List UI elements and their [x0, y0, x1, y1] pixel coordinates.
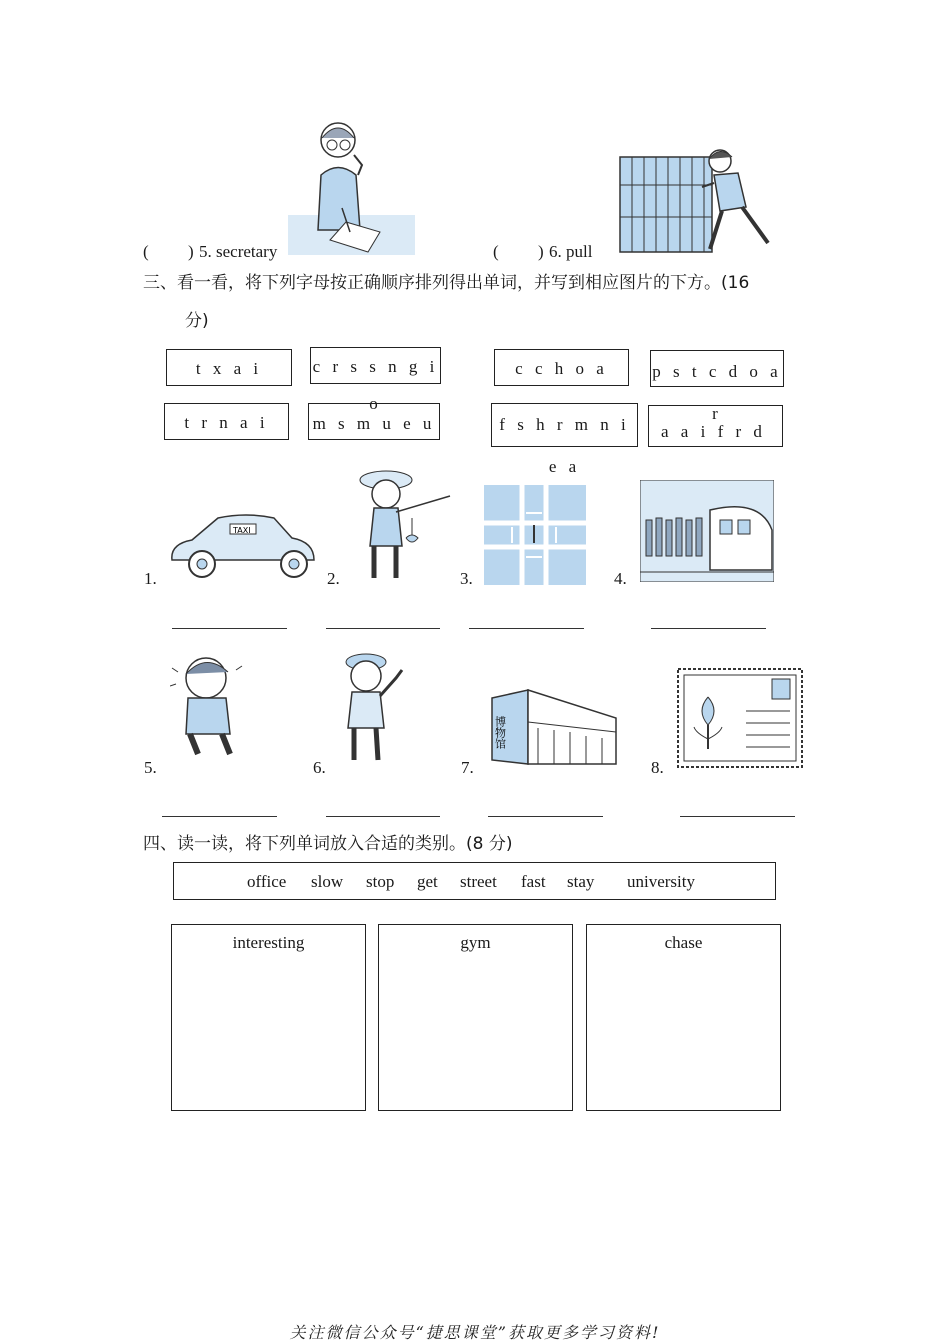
answer-line[interactable] [172, 628, 287, 629]
train-icon [640, 480, 774, 582]
word-bank-word: slow [311, 872, 344, 891]
picture-number: 1. [144, 569, 157, 588]
museum-sign: 博物馆 [493, 716, 507, 749]
answer-line[interactable] [162, 816, 277, 817]
category-box-gym[interactable] [378, 924, 573, 1111]
taxi-icon [166, 508, 318, 580]
picture-number: 4. [614, 569, 627, 588]
postcard-icon [676, 667, 804, 769]
answer-line[interactable] [680, 816, 795, 817]
category-box-chase[interactable] [586, 924, 781, 1111]
section-4-title: 四、读一读，将下列单词放入合适的类别。(8 分) [143, 834, 513, 854]
answer-line[interactable] [326, 816, 440, 817]
answer-line[interactable] [651, 628, 766, 629]
letter-box: a a i f r d [648, 405, 783, 447]
word-bank-word: university [627, 872, 695, 891]
afraid-boy-icon [170, 650, 252, 768]
word-bank-word: get [417, 872, 438, 891]
pull-picture [618, 145, 778, 257]
word-bank-word: street [460, 872, 497, 891]
answer-paren-6[interactable]: ( [493, 242, 499, 261]
letter-box: t x a i [166, 349, 292, 386]
fisherman-icon [350, 466, 454, 584]
category-heading: gym [460, 933, 491, 952]
picture-number: 7. [461, 758, 474, 777]
answer-paren-5[interactable]: ( [143, 242, 149, 261]
letter-box: f s h r m n i e a [491, 403, 638, 447]
picture-number: 5. [144, 758, 157, 777]
museum-icon [488, 688, 620, 768]
answer-paren-close-5: ) [188, 242, 194, 261]
item-5-label: 5. secretary [199, 242, 278, 261]
letter-box: c c h o a [494, 349, 629, 386]
svg-text:TAXI: TAXI [233, 526, 251, 535]
word-bank-word: stay [567, 872, 595, 891]
item-6-label: 6. pull [549, 242, 593, 261]
answer-line[interactable] [469, 628, 584, 629]
crossing-icon [484, 485, 586, 585]
word-bank-word: stop [366, 872, 395, 891]
answer-line[interactable] [488, 816, 603, 817]
picture-number: 8. [651, 758, 664, 777]
answer-line[interactable] [326, 628, 440, 629]
section-3-title-cont: 分) [185, 311, 209, 331]
category-heading: interesting [232, 933, 305, 952]
picture-number: 2. [327, 569, 340, 588]
section-3-title: 三、看一看，将下列字母按正确顺序排列得出单词，并写到相应图片的下方。(16 [143, 273, 750, 293]
letter-box: c r s s n g i o [310, 347, 441, 384]
secretary-picture [288, 120, 418, 258]
answer-paren-close-6: ) [538, 242, 544, 261]
letter-box: p s t c d o a r [650, 350, 784, 387]
picture-number: 3. [460, 569, 473, 588]
coach-boy-icon [338, 648, 408, 768]
letter-box: m s m u e u [308, 403, 440, 440]
word-bank [173, 862, 776, 900]
category-box-interesting[interactable] [171, 924, 366, 1111]
word-bank-word: office [247, 872, 287, 891]
letter-box: t r n a i [164, 403, 289, 440]
picture-number: 6. [313, 758, 326, 777]
category-heading: chase [664, 933, 703, 952]
footer-note: 关注微信公众号“捷思课堂”获取更多学习资料! [289, 1323, 661, 1342]
word-bank-word: fast [521, 872, 546, 891]
